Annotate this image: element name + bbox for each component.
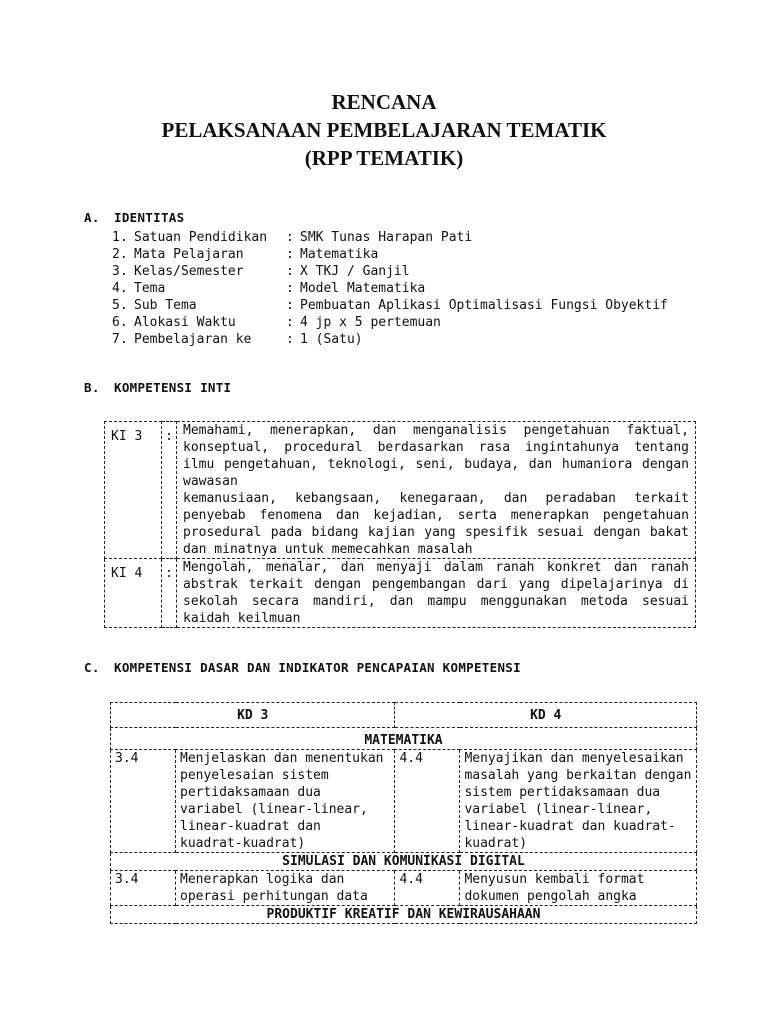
table-row [105,559,696,628]
ki-code: KI 3 [105,422,162,559]
identity-label: Mata Pelajaran [134,247,244,262]
identity-num: 1. [112,230,128,245]
group-name: SIMULASI DAN KOMUNIKASI DIGITAL [111,853,697,871]
section-c-letter: C. [84,660,100,675]
table-row [111,871,697,906]
kd-number: 4.4 [395,750,460,853]
kd-description: Menjelaskan dan menentukan penyelesaian sistem pertidaksamaan dua variabel (linear-linear, linear-kuadrat dan kuadrat-kuadrat) [176,750,395,853]
identity-value: Matematika [300,247,379,262]
kompetensi-dasar-table [110,702,697,924]
identity-label: Alokasi Waktu [134,315,236,330]
identity-value: Model Matematika [300,281,426,296]
identity-colon: : [286,281,294,296]
identity-row [112,297,668,314]
identity-row [112,229,472,246]
section-b-title: KOMPETENSI INTI [114,380,232,395]
kd-description: Menerapkan logika dan operasi perhitungan data [176,871,395,906]
section-b-heading [84,380,231,395]
identity-row [112,263,410,280]
identity-label: Pembelajaran ke [134,332,252,347]
table-row [111,750,697,853]
identity-colon: : [286,230,294,245]
group-name: MATEMATIKA [111,728,697,750]
identity-row [112,331,363,348]
ki-code: KI 4 [105,559,162,628]
doc-title-line3: (RPP TEMATIK) [304,146,464,170]
kd-description: Menyusun kembali format dokumen pengolah angka [460,871,697,906]
ki-colon: : [162,422,177,559]
group-row [111,853,697,871]
ki-text-part2: kemanusiaan, kebangsaan, kenegaraan, dan peradaban terkait penyebab fenomena dan kejadian, serta menerapkan pengetahuan prosedural pada bidang kajian yang spesifik sesuai dengan bakat dan minatnya untuk memecahkan masalah [183,491,689,557]
identity-row [112,246,378,263]
identity-label: Sub Tema [134,298,197,313]
kompetensi-inti-table [104,421,696,628]
section-a-heading [84,210,184,225]
table-header-row [111,703,697,728]
identity-value: Pembuatan Aplikasi Optimalisasi Fungsi Obyektif [300,298,668,313]
identity-row [112,280,425,297]
identity-colon: : [286,298,294,313]
identity-row [112,314,441,331]
kd-number: 3.4 [111,750,176,853]
identity-label: Kelas/Semester [134,264,244,279]
identity-colon: : [286,332,294,347]
identity-num: 7. [112,332,128,347]
doc-title-line1: RENCANA [331,90,437,114]
section-a-letter: A. [84,210,100,225]
section-c-heading [84,660,521,675]
identity-label: Satuan Pendidikan [134,230,268,245]
section-b-letter: B. [84,380,100,395]
ki-colon: : [162,559,177,628]
doc-title-line2: PELAKSANAAN PEMBELAJARAN TEMATIK [161,118,607,142]
kd-description: Menyajikan dan menyelesaikan masalah yang berkaitan dengan sistem pertidaksamaan dua variabel (linear-linear, linear-kuadrat dan kuadrat-kuadrat) [460,750,697,853]
section-c-title: KOMPETENSI DASAR DAN INDIKATOR PENCAPAIAN KOMPETENSI [114,660,521,675]
identity-colon: : [286,247,294,262]
ki-text-part1: Memahami, menerapkan, dan menganalisis pengetahuan faktual, konseptual, procedural berdasarkan rasa ingintahunya tentang ilmu pengetahuan, teknologi, seni, budaya, dan humaniora dengan wawasan [183,423,689,489]
kd4-header: KD 4 [395,703,697,728]
ki-description: Mengolah, menalar, dan menyaji dalam ranah konkret dan ranah abstrak terkait dengan pengembangan dari yang dipelajarinya di sekolah secara mandiri, dan mampu menggunakan metoda sesuai kaidah keilmuan [177,559,696,628]
kd-number: 3.4 [111,871,176,906]
kd3-header: KD 3 [111,703,395,728]
section-a-title: IDENTITAS [114,210,185,225]
kd-number: 4.4 [395,871,460,906]
group-row [111,728,697,750]
identity-colon: : [286,264,294,279]
identity-num: 2. [112,247,128,262]
identity-num: 5. [112,298,128,313]
group-name: PRODUKTIF KREATIF DAN KEWIRAUSAHAAN [111,906,697,924]
group-row [111,906,697,924]
identity-value: 4 jp x 5 pertemuan [300,315,441,330]
identity-value: 1 (Satu) [300,332,363,347]
ki-description [177,422,696,559]
identity-colon: : [286,315,294,330]
identity-value: X TKJ / Ganjil [300,264,410,279]
table-row [105,422,696,559]
identity-label: Tema [134,281,166,296]
identity-num: 3. [112,264,128,279]
identity-num: 6. [112,315,128,330]
identity-value: SMK Tunas Harapan Pati [300,230,473,245]
identity-num: 4. [112,281,128,296]
